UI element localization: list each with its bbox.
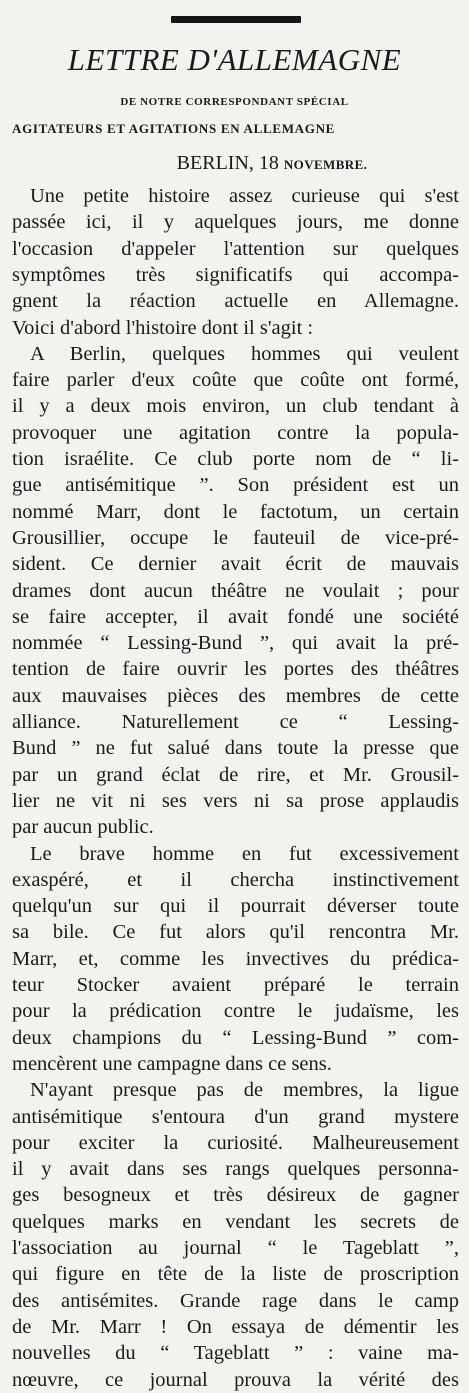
- text-line: tention de faire ouvrir les portes des théâtres: [12, 658, 459, 681]
- text-line: gnent la réaction actuelle en Allemagne.: [12, 290, 459, 313]
- text-line: Bund ” ne fut salué dans toute la presse que: [12, 737, 459, 760]
- text-line: alliance. Naturellement ce “ Lessing-: [12, 711, 459, 733]
- text-line: pour exciter la curiosité. Malheureusement: [12, 1131, 459, 1154]
- text-line: nommée “ Lessing-Bund ”, qui avait la pré-: [12, 632, 459, 655]
- text-line: Grousillier, occupe le fauteuil de vice-pré-: [12, 526, 459, 549]
- text-line: qui figure en tête de la liste de proscription: [12, 1263, 459, 1286]
- text-line: deux champions du “ Lessing-Bund ” com-: [12, 1026, 459, 1049]
- text-line: N'ayant presque pas de membres, la ligue: [30, 1079, 459, 1102]
- text-line: Voici d'abord l'histoire dont il s'agit :: [12, 316, 314, 339]
- decorative-rule: [171, 16, 301, 23]
- text-line: mencèrent une campagne dans ce sens.: [12, 1052, 332, 1075]
- text-line: teur Stocker avaient préparé le terrain: [12, 974, 459, 996]
- text-line: tion israélite. Ce club porte nom de “ li-: [12, 448, 459, 470]
- text-line: nœuvre, ce journal prouva la vérité des: [12, 1368, 459, 1391]
- text-line: de Mr. Marr ! On essaya de démentir les: [12, 1315, 459, 1338]
- text-line: aux mauvaises pièces des membres de cette: [12, 684, 459, 707]
- text-line: par un grand éclat de rire, et Mr. Grousil-: [12, 763, 459, 786]
- text-line: lier ne vit ni ses vers ni sa prose applaudis: [12, 789, 459, 812]
- text-line: il y avait dans ses rangs quelques personna-: [12, 1158, 459, 1181]
- text-line: il y a deux mois environ, un club tendant à: [12, 395, 459, 418]
- text-line: l'occasion d'appeler l'attention sur quelques: [12, 237, 459, 260]
- text-line: sident. Ce dernier avait écrit de mauvais: [12, 553, 459, 576]
- text-line: nouvelles du “ Tageblatt ” : vaine ma-: [12, 1342, 459, 1365]
- text-line: sa bile. Ce fut alors qu'il rencontra Mr.: [12, 921, 459, 944]
- text-line: symptômes très significatifs qui accompa-: [12, 263, 459, 286]
- text-line: des antisémites. Grande rage dans le camp: [12, 1289, 459, 1312]
- text-line: quelqu'un sur qui il pourrait déverser toute: [12, 895, 459, 918]
- section-heading: AGITATEURS ET AGITATIONS EN ALLEMAGNE: [12, 121, 336, 136]
- text-line: drames dont aucun théâtre ne voulait ; pour: [12, 579, 459, 602]
- text-line: provoquer une agitation contre la popula-: [12, 421, 459, 444]
- text-line: Une petite histoire assez curieuse qui s'est: [30, 185, 459, 207]
- article-title: LETTRE D'ALLEMAGNE: [67, 42, 402, 77]
- text-line: passée ici, il y aquelques jours, me donne: [12, 211, 459, 234]
- text-line: gue antisémitique ”. Son président est un: [12, 474, 459, 497]
- text-line: pour la prédication contre le judaïsme, les: [12, 1000, 459, 1023]
- article-subtitle: DE NOTRE CORRESPONDANT SPÉCIAL: [120, 96, 349, 108]
- dateline-month: NOVEMBRE.: [283, 157, 368, 172]
- dateline: [0, 152, 469, 175]
- text-line: se faire accepter, il avait fondé une société: [12, 605, 459, 628]
- text-line: Le brave homme en fut excessivement: [30, 842, 459, 865]
- text-line: par aucun public.: [12, 816, 154, 839]
- dateline-place: BERLIN, 18: [176, 152, 279, 174]
- text-line: exaspéré, et il chercha instinctivement: [12, 868, 459, 891]
- text-line: ges besogneux et très désireux de gagner: [12, 1184, 459, 1207]
- text-line: antisémitique s'entoura d'un grand mystere: [12, 1105, 459, 1128]
- text-line: A Berlin, quelques hommes qui veulent: [30, 342, 459, 365]
- text-line: l'association au journal “ le Tageblatt ”,: [12, 1237, 459, 1259]
- text-line: nommé Marr, dont le factotum, un certain: [12, 500, 459, 523]
- text-line: faire parler d'eux coûte que coûte ont formé,: [12, 369, 459, 392]
- text-line: Marr, et, comme les invectives du prédica-: [12, 947, 459, 970]
- text-line: quelques marks en vendant les secrets de: [12, 1210, 459, 1233]
